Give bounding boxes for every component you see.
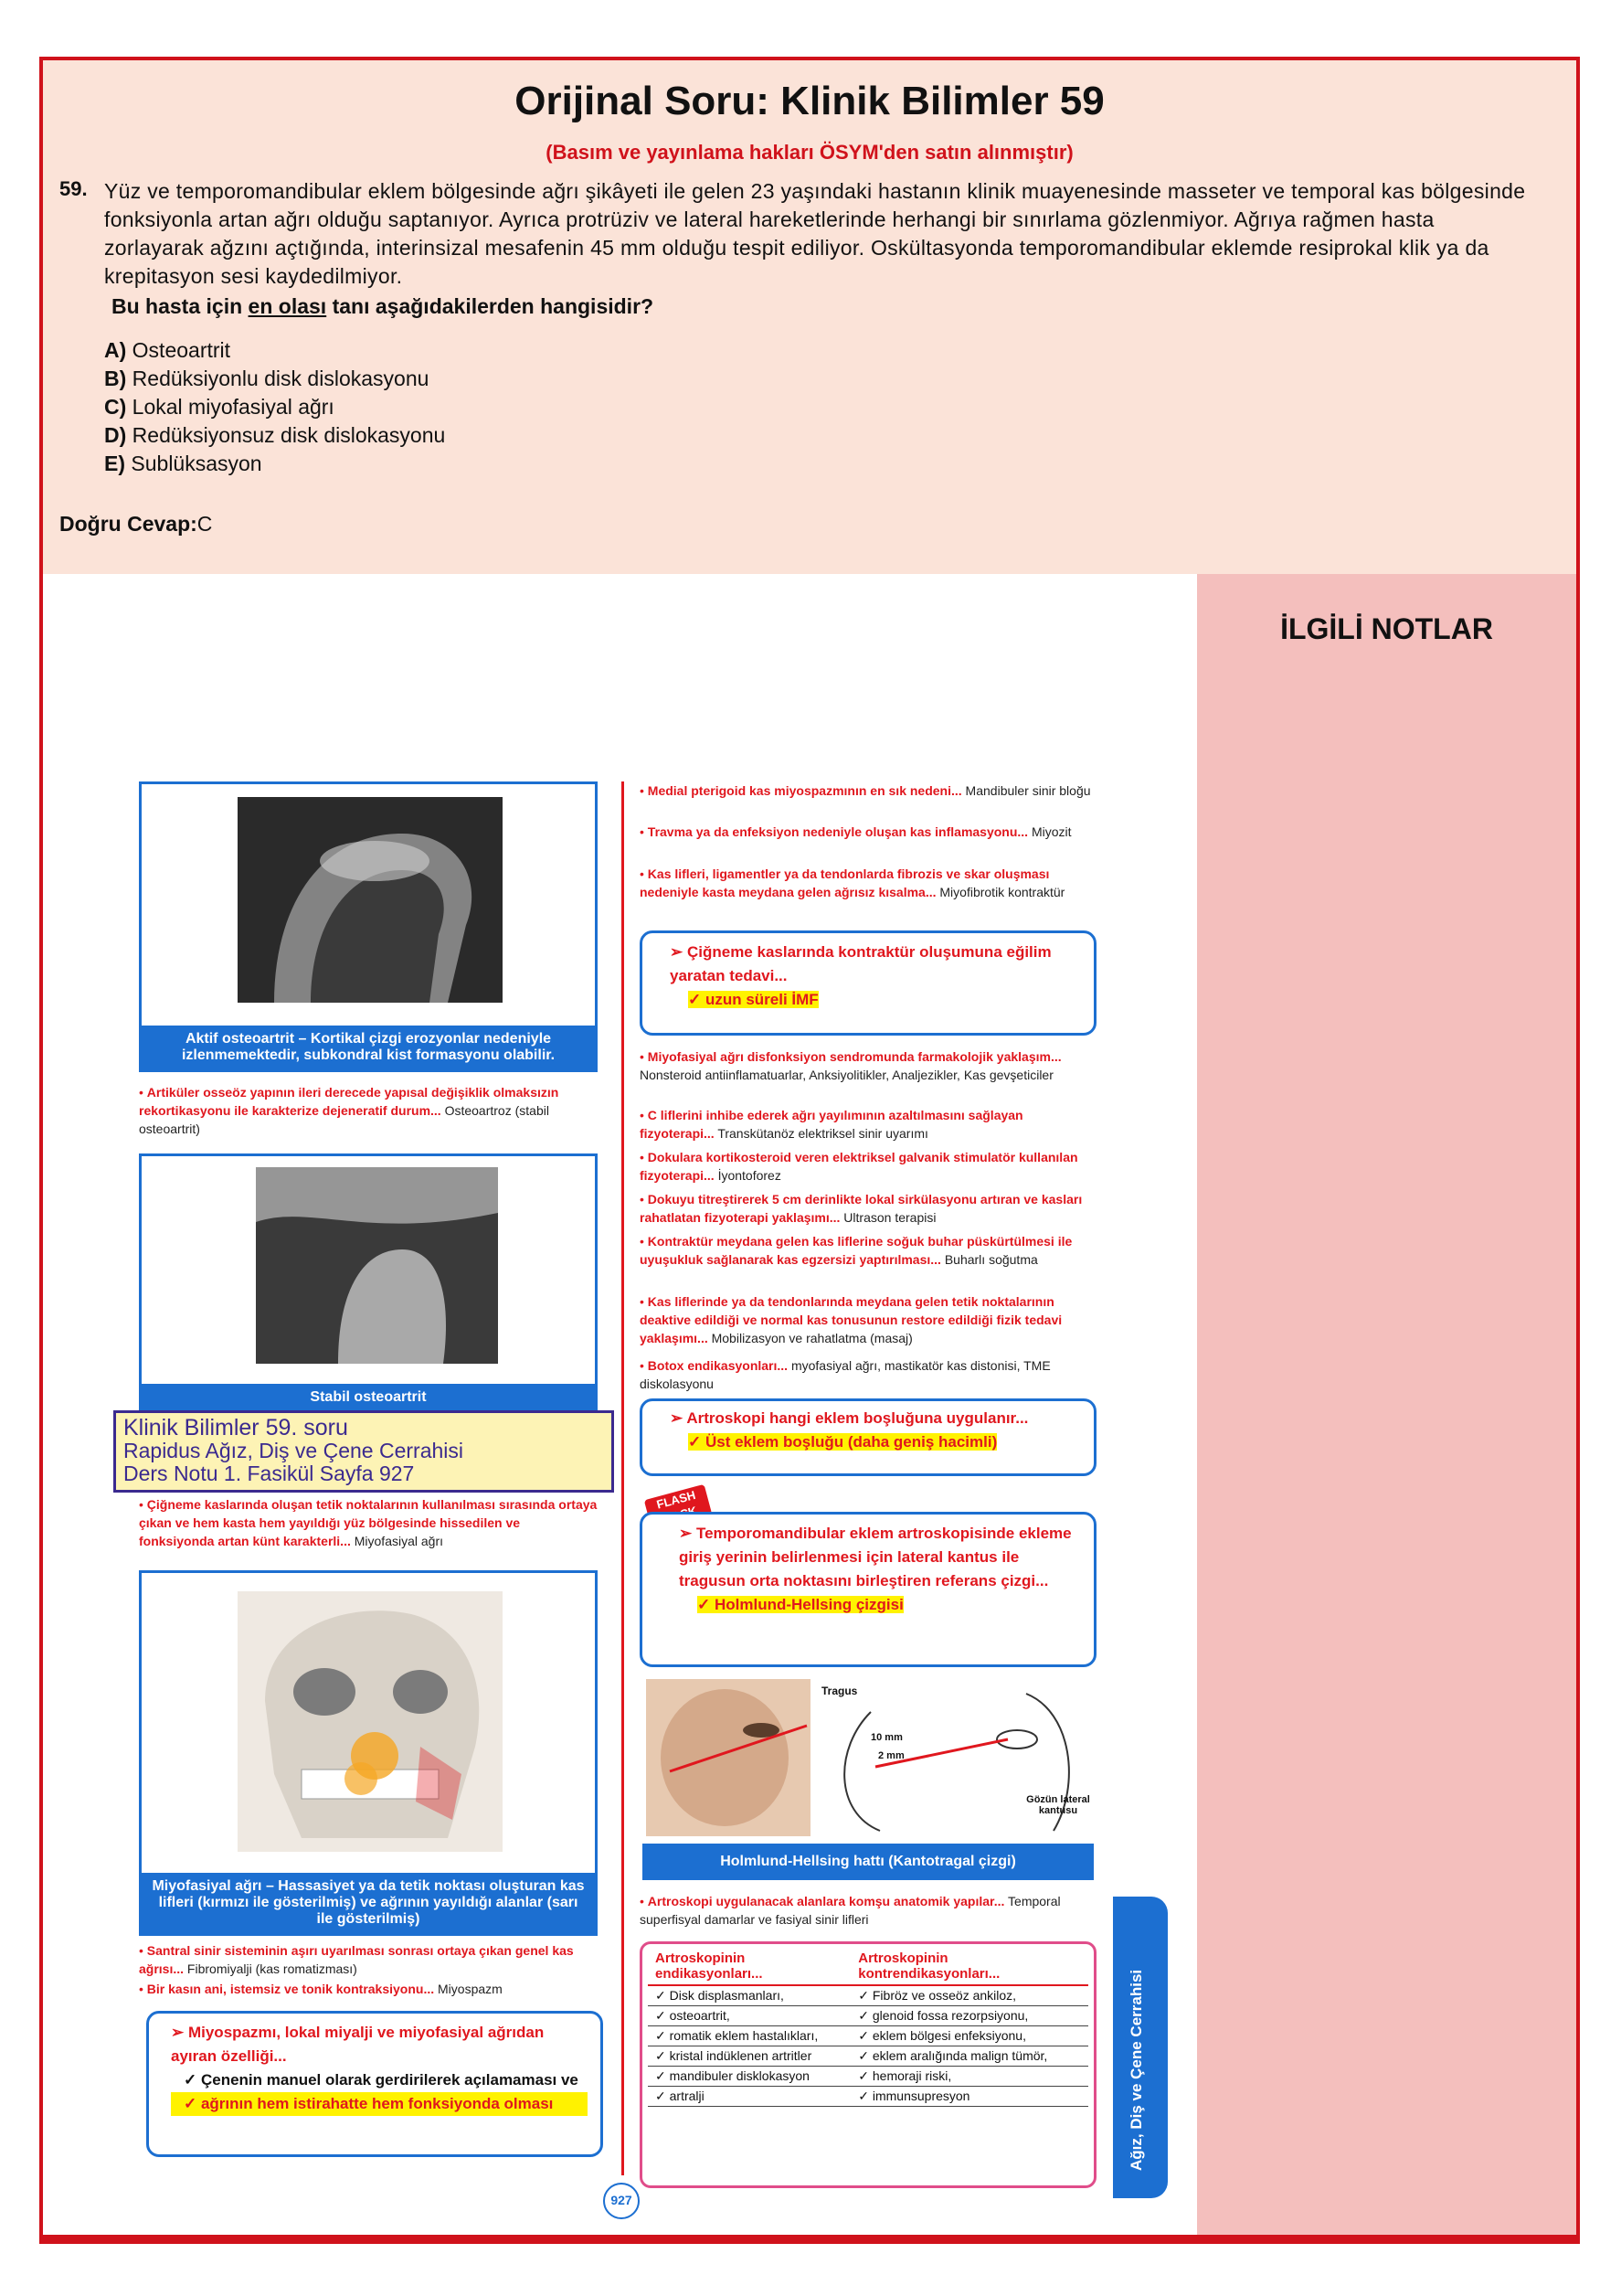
xray-image xyxy=(238,797,503,1003)
bullet-massage: • Kas liflerinde ya da tendonlarında meydana gelen tetik noktalarının deaktive edildiği ve normal kas tonusunun restore edildiği fizik tedavi yaklaşımı... Mobilizasyon ve rahatlatma (masaj) xyxy=(640,1294,1063,1345)
page-title: Orijinal Soru: Klinik Bilimler 59 xyxy=(514,79,1105,123)
table-row: ✓ osteoartrit, ✓ glenoid fossa rezorpsiyonu, xyxy=(648,2006,1088,2026)
figure-active-osteoarthritis xyxy=(139,781,598,1072)
table-row: ✓ kristal indüklenen artritler ✓ eklem aralığında malign tümör, xyxy=(648,2046,1088,2067)
xray-image xyxy=(256,1167,498,1364)
highlight-box-myospasm xyxy=(146,2011,603,2157)
bullet-iontophoresis: • Dokulara kortikosteroid veren elektriksel galvanik stimulatör kullanılan fizyoterapi... İyontoforez xyxy=(640,1150,1078,1183)
figure-caption: Aktif osteoartrit – Kortikal çizgi erozyonlar nedeniyle izlenmemektedir, subkondral kist formasyonu olabilir. xyxy=(142,1026,595,1069)
figure-myofascial-pain xyxy=(139,1570,598,1936)
bullet-myospasm: • Bir kasın ani, istemsiz ve tonik kontraksiyonu... Miyospazm xyxy=(139,1982,503,1996)
xray-joint-icon xyxy=(256,1167,498,1364)
option-c: C) Lokal miyofasiyal ağrı xyxy=(104,395,334,419)
highlight-box-holmlund xyxy=(640,1512,1097,1667)
highlight-answer: ✓ Holmlund-Hellsing çizgisi xyxy=(697,1596,904,1613)
bullet-tens: • C liflerini inhibe ederek ağrı yayılımının azaltılmasını sağlayan fizyoterapi... Transkütanöz elektriksel sinir uyarımı xyxy=(640,1108,1023,1141)
bullet-pterygoid: • Medial pterigoid kas miyospazmının en sık nedeni... Mandibuler sinir bloğu xyxy=(640,783,1091,798)
highlight-answer: ✓ uzun süreli İMF xyxy=(688,991,819,1008)
figure-caption: Holmlund-Hellsing hattı (Kantotragal çizgi) xyxy=(642,1844,1094,1880)
table-row: ✓ artralji ✓ immunsupresyon xyxy=(648,2087,1088,2107)
option-b: B) Redüksiyonlu disk dislokasyonu xyxy=(104,367,429,390)
question-number: 59. xyxy=(59,177,88,200)
highlight-question: ➢ Temporomandibular eklem artroskopisinde ekleme giriş yerinin belirlenmesi için lateral kantus ile tragusun orta noktasını birleştiren referans çizgi... xyxy=(679,1525,1072,1589)
highlight-box-imf xyxy=(640,930,1097,1036)
highlight-answer-1: ✓ Çenenin manuel olarak gerdirilerek açılamaması ve xyxy=(184,2071,578,2089)
reference-line-3: Ders Notu 1. Fasikül Sayfa 927 xyxy=(123,1462,415,1485)
label-lateral-canthus: Gözün lateral kantusu xyxy=(1026,1794,1090,1816)
bottom-rule xyxy=(39,2235,1580,2244)
figure-caption: Miyofasiyal ağrı – Hassasiyet ya da tetik noktası oluşturan kas lifleri (kırmızı ile gösterilmiş) ve ağrının yayıldığı alanlar (sarı ile gösterilmiş) xyxy=(142,1873,595,1933)
figure-caption: Stabil osteoartrit xyxy=(142,1384,595,1411)
reference-line-2: Rapidus Ağız, Diş ve Çene Cerrahisi xyxy=(123,1439,463,1462)
bullet-anatomy: • Artroskopi uygulanacak alanlara komşu anatomik yapılar... Temporal superfisyal damarlar ve fasiyal sinir lifleri xyxy=(640,1894,1061,1927)
bullet-ultrasound: • Dokuyu titreştirerek 5 cm derinlikte lokal sirkülasyonu artıran ve kasları rahatlatan fizyoterapi yaklaşımı... Ultrason terapisi xyxy=(640,1192,1083,1225)
option-a: A) Osteoartrit xyxy=(104,338,231,362)
skull-icon xyxy=(238,1591,503,1852)
question-stem: Yüz ve temporomandibular eklem bölgesinde ağrı şikâyeti ile gelen 23 yaşındaki hastanın klinik muayenesinde masseter ve temporal kas bölgesinde fonksiyonla artan ağrı olduğu saptanıyor. Ayrıca protrüziv ve lateral hareketlerinde herhangi bir sınırlama gözlenmiyor. Ağrıya rağmen hasta zorlayarak ağzını açtığında, interinsizal mesafenin 45 mm olduğu tespit ediliyor. Oskültasyonda temporomandibular eklemde resiprokal klik ya da krepitasyon sesi kaydedilmiyor. xyxy=(104,179,1526,288)
table-head-indications: Artroskopinin endikasyonları... xyxy=(648,1948,851,1985)
label-2mm: 2 mm xyxy=(878,1750,905,1761)
notes-panel xyxy=(1197,574,1576,2239)
bullet-pharmacology: • Miyofasiyal ağrı disfonksiyon sendromunda farmakolojik yaklaşım... Nonsteroid antiinflamatuarlar, Anksiyolitikler, Analjezikler, Kas gevşeticiler xyxy=(640,1049,1062,1082)
bullet-osteoarthrosis: • Artiküler osseöz yapının ileri derecede yapısal değişiklik olmaksızın rekortikasyonu ile karakterize dejeneratif durum... Osteoartroz (stabil osteoartrit) xyxy=(139,1085,559,1136)
question-panel xyxy=(43,60,1576,574)
arthroscopy-table xyxy=(648,1948,1088,2107)
highlight-question: ➢ Çiğneme kaslarında kontraktür oluşumuna eğilim yaratan tedavi... xyxy=(670,943,1052,984)
label-tragus: Tragus xyxy=(821,1685,858,1697)
question-ask: Bu hasta için en olası tanı aşağıdakilerden hangisidir? xyxy=(111,294,654,318)
highlight-question: ➢ Artroskopi hangi eklem boşluğuna uygulanır... xyxy=(670,1409,1029,1427)
bullet-botox: • Botox endikasyonları... myofasiyal ağrı, mastikatör kas distonisi, TME diskolasyonu xyxy=(640,1358,1051,1391)
arthroscopy-table-box xyxy=(640,1941,1097,2188)
table-row: ✓ romatik eklem hastalıkları, ✓ eklem bölgesi enfeksiyonu, xyxy=(648,2026,1088,2046)
reference-box xyxy=(113,1410,614,1493)
table-row: ✓ mandibuler disklokasyon ✓ hemoraji riski, xyxy=(648,2067,1088,2087)
correct-answer: Doğru Cevap:C xyxy=(59,512,213,536)
section-side-tab xyxy=(1113,1897,1168,2198)
reference-line-1: Klinik Bilimler 59. soru xyxy=(123,1415,348,1440)
bullet-vapocoolant: • Kontraktür meydana gelen kas liflerine soğuk buhar püskürtülmesi ile uyuşukluk sağlanarak kas egzersizi yaptırılması... Buharlı soğutma xyxy=(640,1234,1073,1267)
option-e: E) Sublüksasyon xyxy=(104,452,262,475)
table-row: ✓ Disk displasmanları, ✓ Fibröz ve osseöz ankiloz, xyxy=(648,1985,1088,2006)
option-d: D) Redüksiyonsuz disk dislokasyonu xyxy=(104,423,446,447)
highlight-answer-2: ✓ ağrının hem istirahatte hem fonksiyonda olması xyxy=(171,2092,588,2116)
page-number: 927 xyxy=(603,2183,640,2219)
bullet-fibromyalgia: • Santral sinir sisteminin aşırı uyarılması sonrası ortaya çıkan genel kas ağrısı... Fibromiyalji (kas romatizması) xyxy=(139,1943,574,1976)
answer-options xyxy=(104,336,445,478)
label-10mm: 10 mm xyxy=(871,1732,903,1743)
flash-back-badge: FLASH xyxy=(644,1484,712,1530)
highlight-question: ➢ Miyospazmı, lokal miyalji ve miyofasiyal ağrıdan ayıran özelliği... xyxy=(171,2024,545,2065)
table-head-contraindications: Artroskopinin kontrendikasyonları... xyxy=(851,1948,1088,1985)
figure-holmlund-line xyxy=(640,1673,1097,1883)
notes-title: İLGİLİ NOTLAR xyxy=(1280,612,1493,645)
highlight-box-arthroscopy-space xyxy=(640,1398,1097,1476)
skull-image xyxy=(238,1591,503,1852)
copyright-notice: (Basım ve yayınlama hakları ÖSYM'den satın alınmıştır) xyxy=(546,141,1074,164)
bullet-myositis: • Travma ya da enfeksiyon nedeniyle oluşan kas inflamasyonu... Miyozit xyxy=(640,824,1072,839)
bullet-myofascial: • Çiğneme kaslarında oluşan tetik noktalarının kullanılması sırasında ortaya çıkan ve hem kasta hem yayıldığı yüz bölgesinde hissedilen ve fonksiyonda artan künt karakterli... Miyofasiyal ağrı xyxy=(139,1497,598,1548)
side-tab-label: Ağız, Diş ve Çene Cerrahisi xyxy=(1128,1969,1145,2171)
bullet-contracture: • Kas lifleri, ligamentler ya da tendonlarda fibrozis ve skar oluşması nedeniyle kasta meydana gelen ağrısız kısalma... Miyofibrotik kontraktür xyxy=(640,866,1065,899)
figure-stable-osteoarthritis xyxy=(139,1153,598,1414)
highlight-answer: ✓ Üst eklem boşluğu (daha geniş hacimli) xyxy=(688,1433,998,1451)
xray-condyle-icon xyxy=(238,797,503,1003)
column-divider xyxy=(621,781,624,2175)
